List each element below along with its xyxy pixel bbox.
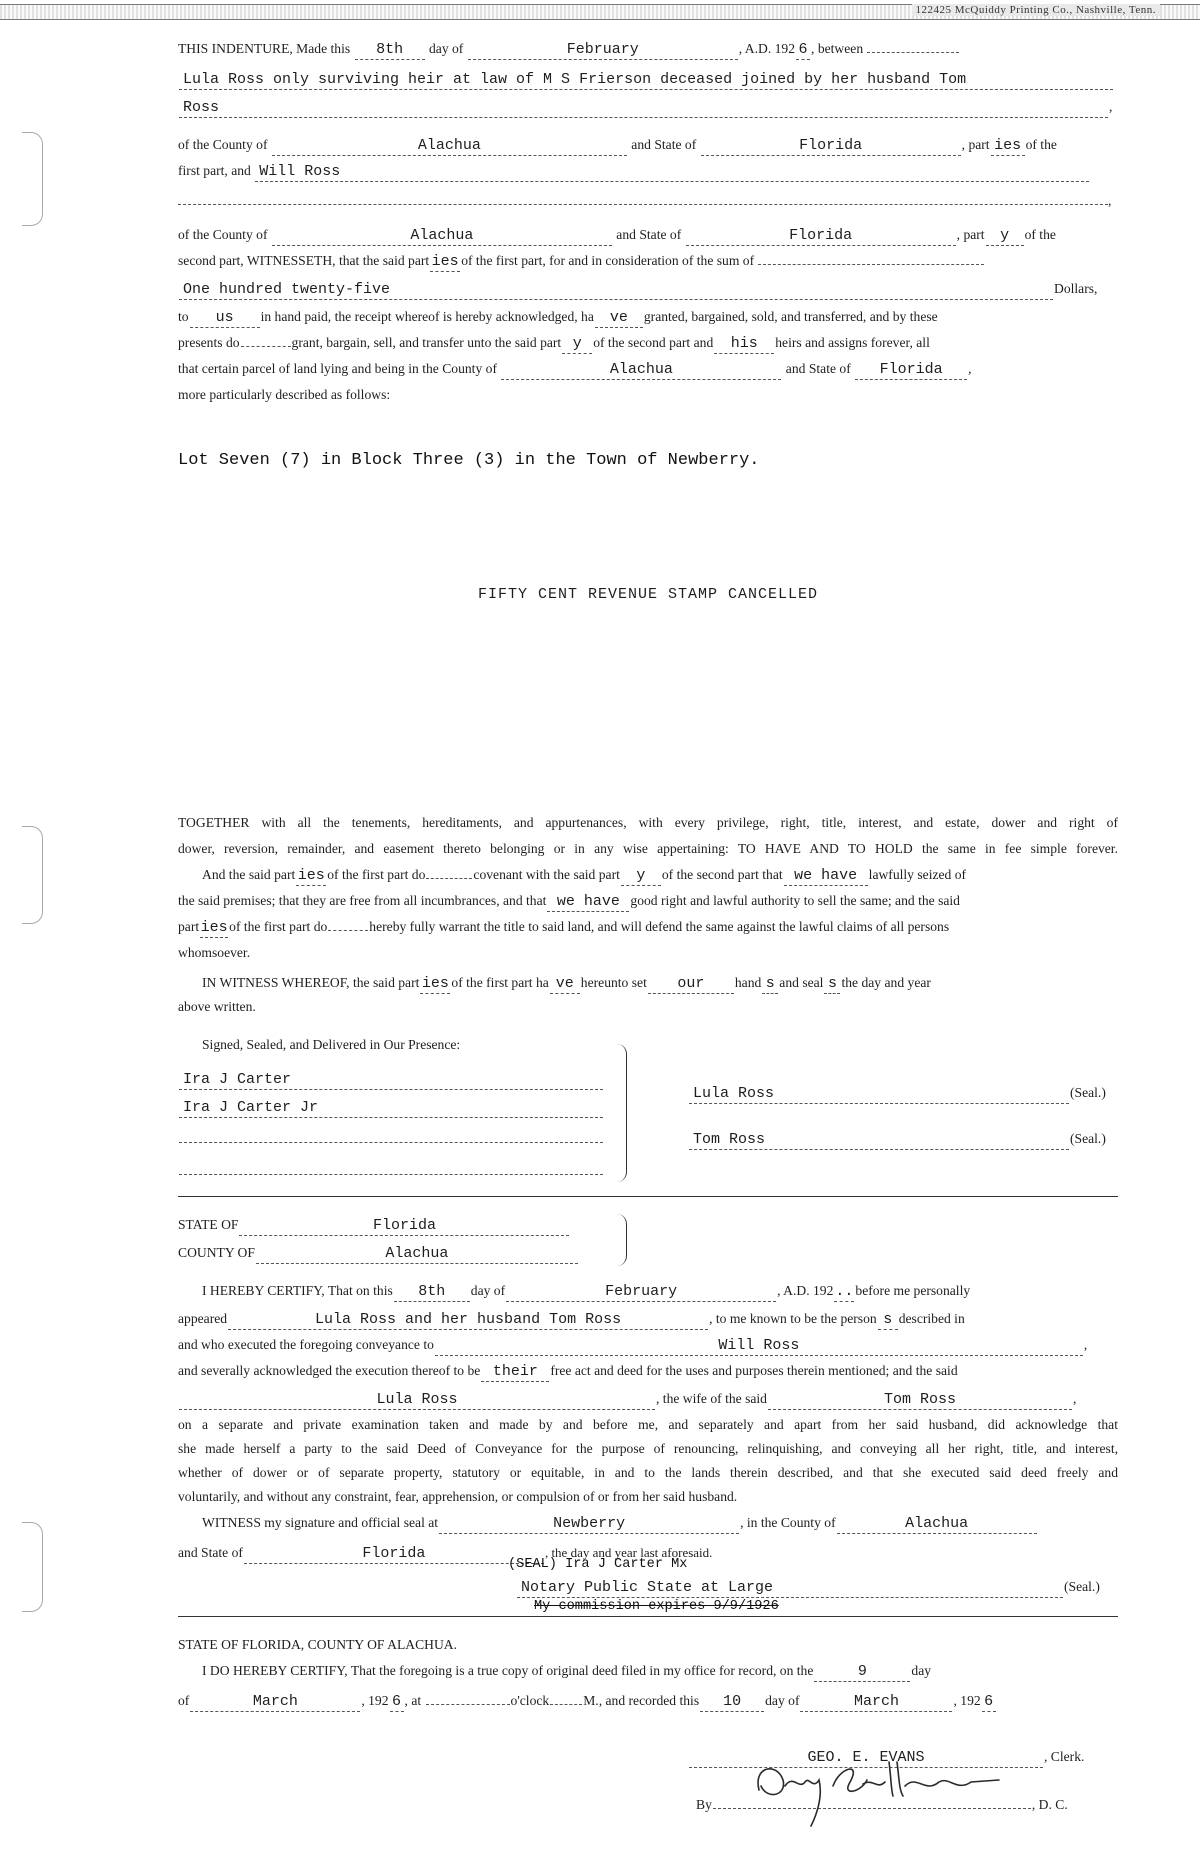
persons-s: s: [878, 1311, 898, 1330]
witness-2: [178, 1096, 604, 1118]
section-divider: [178, 1196, 1118, 1197]
label-part: , part: [956, 227, 985, 242]
label-county: of the County of: [178, 137, 268, 152]
revenue-stamp-note: FIFTY CENT REVENUE STAMP CANCELLED: [477, 586, 819, 603]
label-dollars: Dollars,: [1054, 281, 1098, 296]
label-by: By: [696, 1797, 712, 1812]
notary-title-line: [516, 1576, 1100, 1598]
first-party-county-line: [178, 134, 1118, 156]
signature-brace: [614, 1044, 627, 1182]
signer-2-name: Tom Ross: [689, 1131, 1069, 1150]
recording-certify-text: I DO HEREBY CERTIFY, That the foregoing is a true copy of original deed filed in my office for record, on the: [202, 1663, 814, 1678]
whomsoever-line: whomsoever.: [178, 945, 251, 960]
more-particularly-text: more particularly described as follows:: [178, 387, 391, 402]
heirs-text: heirs and assigns forever, all: [775, 335, 930, 350]
label-at: , at: [404, 1693, 422, 1708]
premises-text: the said premises; that they are free from all incumbrances, and that: [178, 893, 547, 908]
witnesseth-text: second part, WITNESSETH, that the said part: [178, 253, 430, 268]
ack-state: Florida: [239, 1217, 569, 1236]
label-appeared: appeared: [178, 1311, 228, 1326]
indenture-intro: THIS INDENTURE, Made this: [178, 41, 351, 56]
label-state: and State of: [616, 227, 682, 242]
recorded-year: 6: [982, 1693, 996, 1712]
ack-wife-line: Lula Ross , the wife of the said Tom Ross ,: [178, 1388, 1118, 1410]
presence-label: Signed, Sealed, and Delivered in Our Presence:: [202, 1037, 461, 1052]
filed-month: March: [190, 1693, 360, 1712]
witnesseth-suffix: ies: [431, 253, 459, 270]
deputy-line: [696, 1782, 1068, 1816]
deputy-signature-line: [713, 1782, 1031, 1809]
covenant-text: covenant with the said part: [473, 867, 620, 882]
have-ve: ve: [550, 975, 580, 994]
granted-text: granted, bargained, sold, and transferred, and by these: [643, 309, 938, 324]
label-and-state: and State of: [178, 1545, 243, 1560]
label-state: and State of: [785, 361, 851, 376]
ack-place: Newberry: [439, 1515, 739, 1534]
grantor-name: Lula Ross only surviving heir at law of M S Frierson deceased joined by her husband Tom: [179, 71, 1113, 90]
witness-1-name: Ira J Carter: [179, 1071, 603, 1090]
severally-text: and severally acknowledged the execution thereof to be: [178, 1363, 481, 1378]
signer-1-name: Lula Ross: [689, 1085, 1069, 1104]
deputy-signature: [713, 1756, 1031, 1812]
ack-para-2: she made herself a party to the said Deed of Conveyance for the purpose of renouncing, relinquishing, and conveying all her right, title, and interest,: [178, 1441, 1118, 1456]
label-second-part-and: of the second part and: [593, 335, 714, 350]
warrant-text: hereby fully warrant the title to said land, and will defend the same against the lawful claims of all persons: [369, 919, 950, 934]
ack-severally-line: [178, 1360, 1118, 1382]
witness-3: [178, 1128, 604, 1150]
husband-name: Tom Ross: [768, 1391, 1072, 1410]
label-ad: , A.D. 192: [738, 41, 796, 56]
lawfully-text: lawfully seized of: [868, 867, 967, 882]
label-oclock: o'clock: [510, 1693, 550, 1708]
have-suffix: ve: [595, 309, 643, 328]
witness-4-name: [179, 1174, 603, 1175]
ack-year: ..: [835, 1283, 854, 1300]
label-first-part-do: of the first part do: [229, 919, 328, 934]
first-party-suffix: ies: [991, 137, 1025, 156]
label-day: day: [911, 1663, 932, 1678]
grantor-line-2: Ross ,: [178, 96, 1118, 118]
together-line: TOGETHER with all the tenements, hereditaments, and appurtenances, with every privilege, right, title, interest, and estate, dower and right of: [178, 815, 1118, 830]
blank-line-row: ,: [178, 190, 1118, 212]
recording-heading: STATE OF FLORIDA, COUNTY OF ALACHUA.: [178, 1637, 457, 1652]
indenture-day: 8th: [355, 41, 425, 60]
label-second-part-that: of the second part that: [661, 867, 783, 882]
covenant-line: [178, 864, 1142, 886]
witness-4: [178, 1160, 604, 1182]
blank-hour: [426, 1704, 510, 1705]
free-act-text: free act and deed for the uses and purposes therein mentioned; and the said: [550, 1363, 958, 1378]
label-part: part: [178, 919, 200, 934]
notary-seal-name: (SEAL) Ira J Carter Mx: [508, 1557, 688, 1572]
seal-label: (Seal.): [1070, 1131, 1106, 1146]
section-divider: [178, 1616, 1118, 1617]
grantor-name-cont: Ross: [179, 99, 1108, 118]
grantee-line: [178, 160, 1118, 182]
warrant-suffix: ies: [200, 919, 228, 936]
label-192: , 192: [953, 1693, 981, 1708]
recorded-day: 10: [700, 1693, 764, 1712]
receipt-text: in hand paid, the receipt whereof is hereby acknowledged, ha: [260, 309, 594, 324]
in-witness-suffix: ies: [421, 975, 449, 992]
notary-commission: My commission expires 9/9/1926: [534, 1599, 779, 1614]
ack-county-2: Alachua: [837, 1515, 1037, 1534]
hereunto-text: hereunto set: [580, 975, 647, 990]
ack-day: 8th: [394, 1283, 470, 1302]
recorded-text: M., and recorded this: [583, 1693, 700, 1708]
label-of-the: of the: [1025, 137, 1057, 152]
seal-label: (Seal.): [1070, 1085, 1106, 1100]
ack-conveyance-line: and who executed the foregoing conveyance to Will Ross ,: [178, 1337, 1088, 1354]
ack-grantee: Will Ross: [435, 1337, 1083, 1356]
label-part: , part: [961, 137, 990, 152]
covenant-suffix: ies: [297, 867, 325, 884]
covenant-y: y: [621, 867, 661, 886]
described-in-text: described in: [898, 1311, 965, 1326]
witnesseth-line: [178, 250, 1118, 272]
ack-month: February: [506, 1283, 776, 1302]
first-party-county: Alachua: [272, 137, 627, 156]
punch-hole-mark: [22, 132, 43, 226]
second-party-state: Florida: [686, 227, 956, 246]
label-day-of: day of: [470, 1283, 506, 1298]
second-party-county-line: [178, 224, 1118, 246]
land-description: Lot Seven (7) in Block Three (3) in the Town of Newberry.: [178, 451, 760, 470]
second-party-county: Alachua: [272, 227, 612, 246]
indenture-year: 6: [796, 41, 810, 60]
ack-persons: Lula Ross and her husband Tom Ross: [228, 1311, 708, 1330]
receipt-line: [178, 306, 1118, 328]
parcel-line: that certain parcel of land lying and being in the County of Alachua and State of Florida ,: [178, 361, 972, 378]
ack-state-2: Florida: [244, 1545, 544, 1564]
clerk-label: , Clerk.: [1044, 1749, 1085, 1764]
label-to: to: [178, 309, 189, 324]
grantor-signature-1: [688, 1082, 1106, 1104]
notary-title: Notary Public State at Large: [517, 1579, 1063, 1598]
label-and-seal: and seal: [779, 975, 824, 990]
printer-imprint: 122425 McQuiddy Printing Co., Nashville, Tenn.: [912, 4, 1161, 16]
we-have: we have: [784, 867, 868, 886]
label-state-of: STATE OF: [178, 1217, 239, 1232]
blank-am-pm: [550, 1704, 582, 1705]
hand-s: s: [762, 975, 778, 994]
dc-label: , D. C.: [1031, 1797, 1068, 1812]
wife-of-text: , the wife of the said: [656, 1391, 767, 1406]
witness-text: WITNESS my signature and official seal at: [202, 1515, 439, 1530]
blank-line: [178, 190, 1108, 205]
label-of: of: [178, 1693, 190, 1708]
presents-line: [178, 332, 1118, 354]
ack-county-line: [178, 1242, 1118, 1264]
ack-certify-line: [178, 1280, 1142, 1302]
first-party-state: Florida: [701, 137, 961, 156]
punch-hole-mark: [22, 1522, 43, 1612]
we-have-2: we have: [547, 893, 629, 912]
blank-do: [328, 930, 368, 931]
label-and-said: And the said part: [202, 867, 296, 882]
second-party-suffix: y: [986, 227, 1024, 246]
ack-para-4: voluntarily, and without any constraint, fear, apprehension, or compulsion of or from her said husband.: [178, 1489, 738, 1504]
consideration-text: of the first part, for and in consideration of the sum of: [461, 253, 755, 268]
label-hand: hand: [734, 975, 762, 990]
wife-name: Lula Ross: [179, 1391, 655, 1410]
their: their: [481, 1363, 549, 1382]
label-county: of the County of: [178, 227, 268, 242]
indenture-line: [178, 38, 1118, 60]
to-whom: us: [190, 309, 260, 328]
above-written-line: above written.: [178, 999, 256, 1014]
in-witness-text: IN WITNESS WHEREOF, the said part: [202, 975, 420, 990]
clerk-name: GEO. E. EVANS: [689, 1749, 1043, 1768]
blank-do: [426, 878, 472, 879]
witness-1: [178, 1068, 604, 1090]
label-state: and State of: [631, 137, 697, 152]
label-day-of: day of: [428, 41, 464, 56]
label-first-part-and: first part, and: [178, 163, 251, 178]
label-presents-do: presents do: [178, 335, 240, 350]
recording-certify-line: [178, 1660, 1142, 1682]
ack-para-1: on a separate and private examination taken and made by and before me, and separately and apart from her said husband, did acknowledge that: [178, 1417, 1118, 1432]
presents-text: grant, bargain, sell, and transfer unto the said part: [291, 335, 562, 350]
ack-para-3: whether of dower or of separate property, statutory or equitable, in and to the lands therein described, and that she executed said deed freely and: [178, 1465, 1118, 1480]
label-of-the: of the: [1024, 227, 1056, 242]
ack-certify-text: I HEREBY CERTIFY, That on this: [202, 1283, 393, 1298]
before-me-text: before me personally: [855, 1283, 971, 1298]
recorded-month: March: [800, 1693, 952, 1712]
land-state: Florida: [855, 361, 967, 380]
ack-county: Alachua: [256, 1245, 578, 1264]
label-first-part-do: of the first part do: [327, 867, 426, 882]
ack-appeared-line: [178, 1308, 1118, 1330]
label-192: , 192: [361, 1693, 389, 1708]
parcel-text: that certain parcel of land lying and being in the County of: [178, 361, 497, 376]
indenture-month: February: [468, 41, 738, 60]
more-particularly-line: [178, 384, 1118, 406]
grantor-line: [178, 68, 1118, 90]
blank-do: [241, 346, 291, 347]
blank-line: [758, 250, 984, 265]
witness-3-name: [179, 1142, 603, 1143]
label-county-of: COUNTY OF: [178, 1245, 255, 1260]
recording-date-line: [178, 1690, 1118, 1712]
punch-hole-mark: [22, 826, 43, 924]
heirs-of: his: [714, 335, 774, 354]
seal-label: (Seal.): [1064, 1579, 1100, 1594]
label-between: , between: [811, 41, 864, 56]
label-day-of: day of: [765, 1693, 800, 1708]
witness-2-name: Ira J Carter Jr: [179, 1099, 603, 1118]
blank-line: [867, 38, 959, 53]
filed-year: 6: [390, 1693, 404, 1712]
witness-seal-line: [178, 1512, 1142, 1534]
executed-text: and who executed the foregoing conveyance to: [178, 1337, 434, 1352]
sum-amount: One hundred twenty-five: [179, 281, 1053, 300]
land-county: Alachua: [501, 361, 781, 380]
grantee-name: Will Ross: [255, 163, 1089, 182]
label-first-part-ha: of the first part ha: [451, 975, 549, 990]
ack-state-line: [178, 1214, 1118, 1236]
grantor-signature-2: [688, 1128, 1106, 1150]
grantee-suffix: y: [562, 335, 592, 354]
in-county-text: , in the County of: [740, 1515, 836, 1530]
filed-day: 9: [814, 1663, 910, 1682]
good-right-text: good right and lawful authority to sell the same; and the said: [630, 893, 960, 908]
ack-brace: [614, 1214, 627, 1266]
in-witness-line: [178, 972, 1142, 994]
warrant-line: [178, 916, 1118, 938]
day-year-text: the day and year: [841, 975, 931, 990]
seal-s: s: [824, 975, 840, 994]
label-ad: , A.D. 192: [777, 1283, 834, 1298]
dower-line: dower, reversion, remainder, and easement thereto belonging or in any wise appertaining: TO HAVE AND TO HOLD the same in fee simple forever.: [178, 841, 1118, 856]
day-year-last-text: , the day and year last aforesaid.: [544, 1545, 713, 1560]
known-text: , to me known to be the person: [709, 1311, 877, 1326]
our: our: [648, 975, 734, 994]
premises-line: [178, 890, 1118, 912]
sum-line: [178, 278, 1118, 300]
